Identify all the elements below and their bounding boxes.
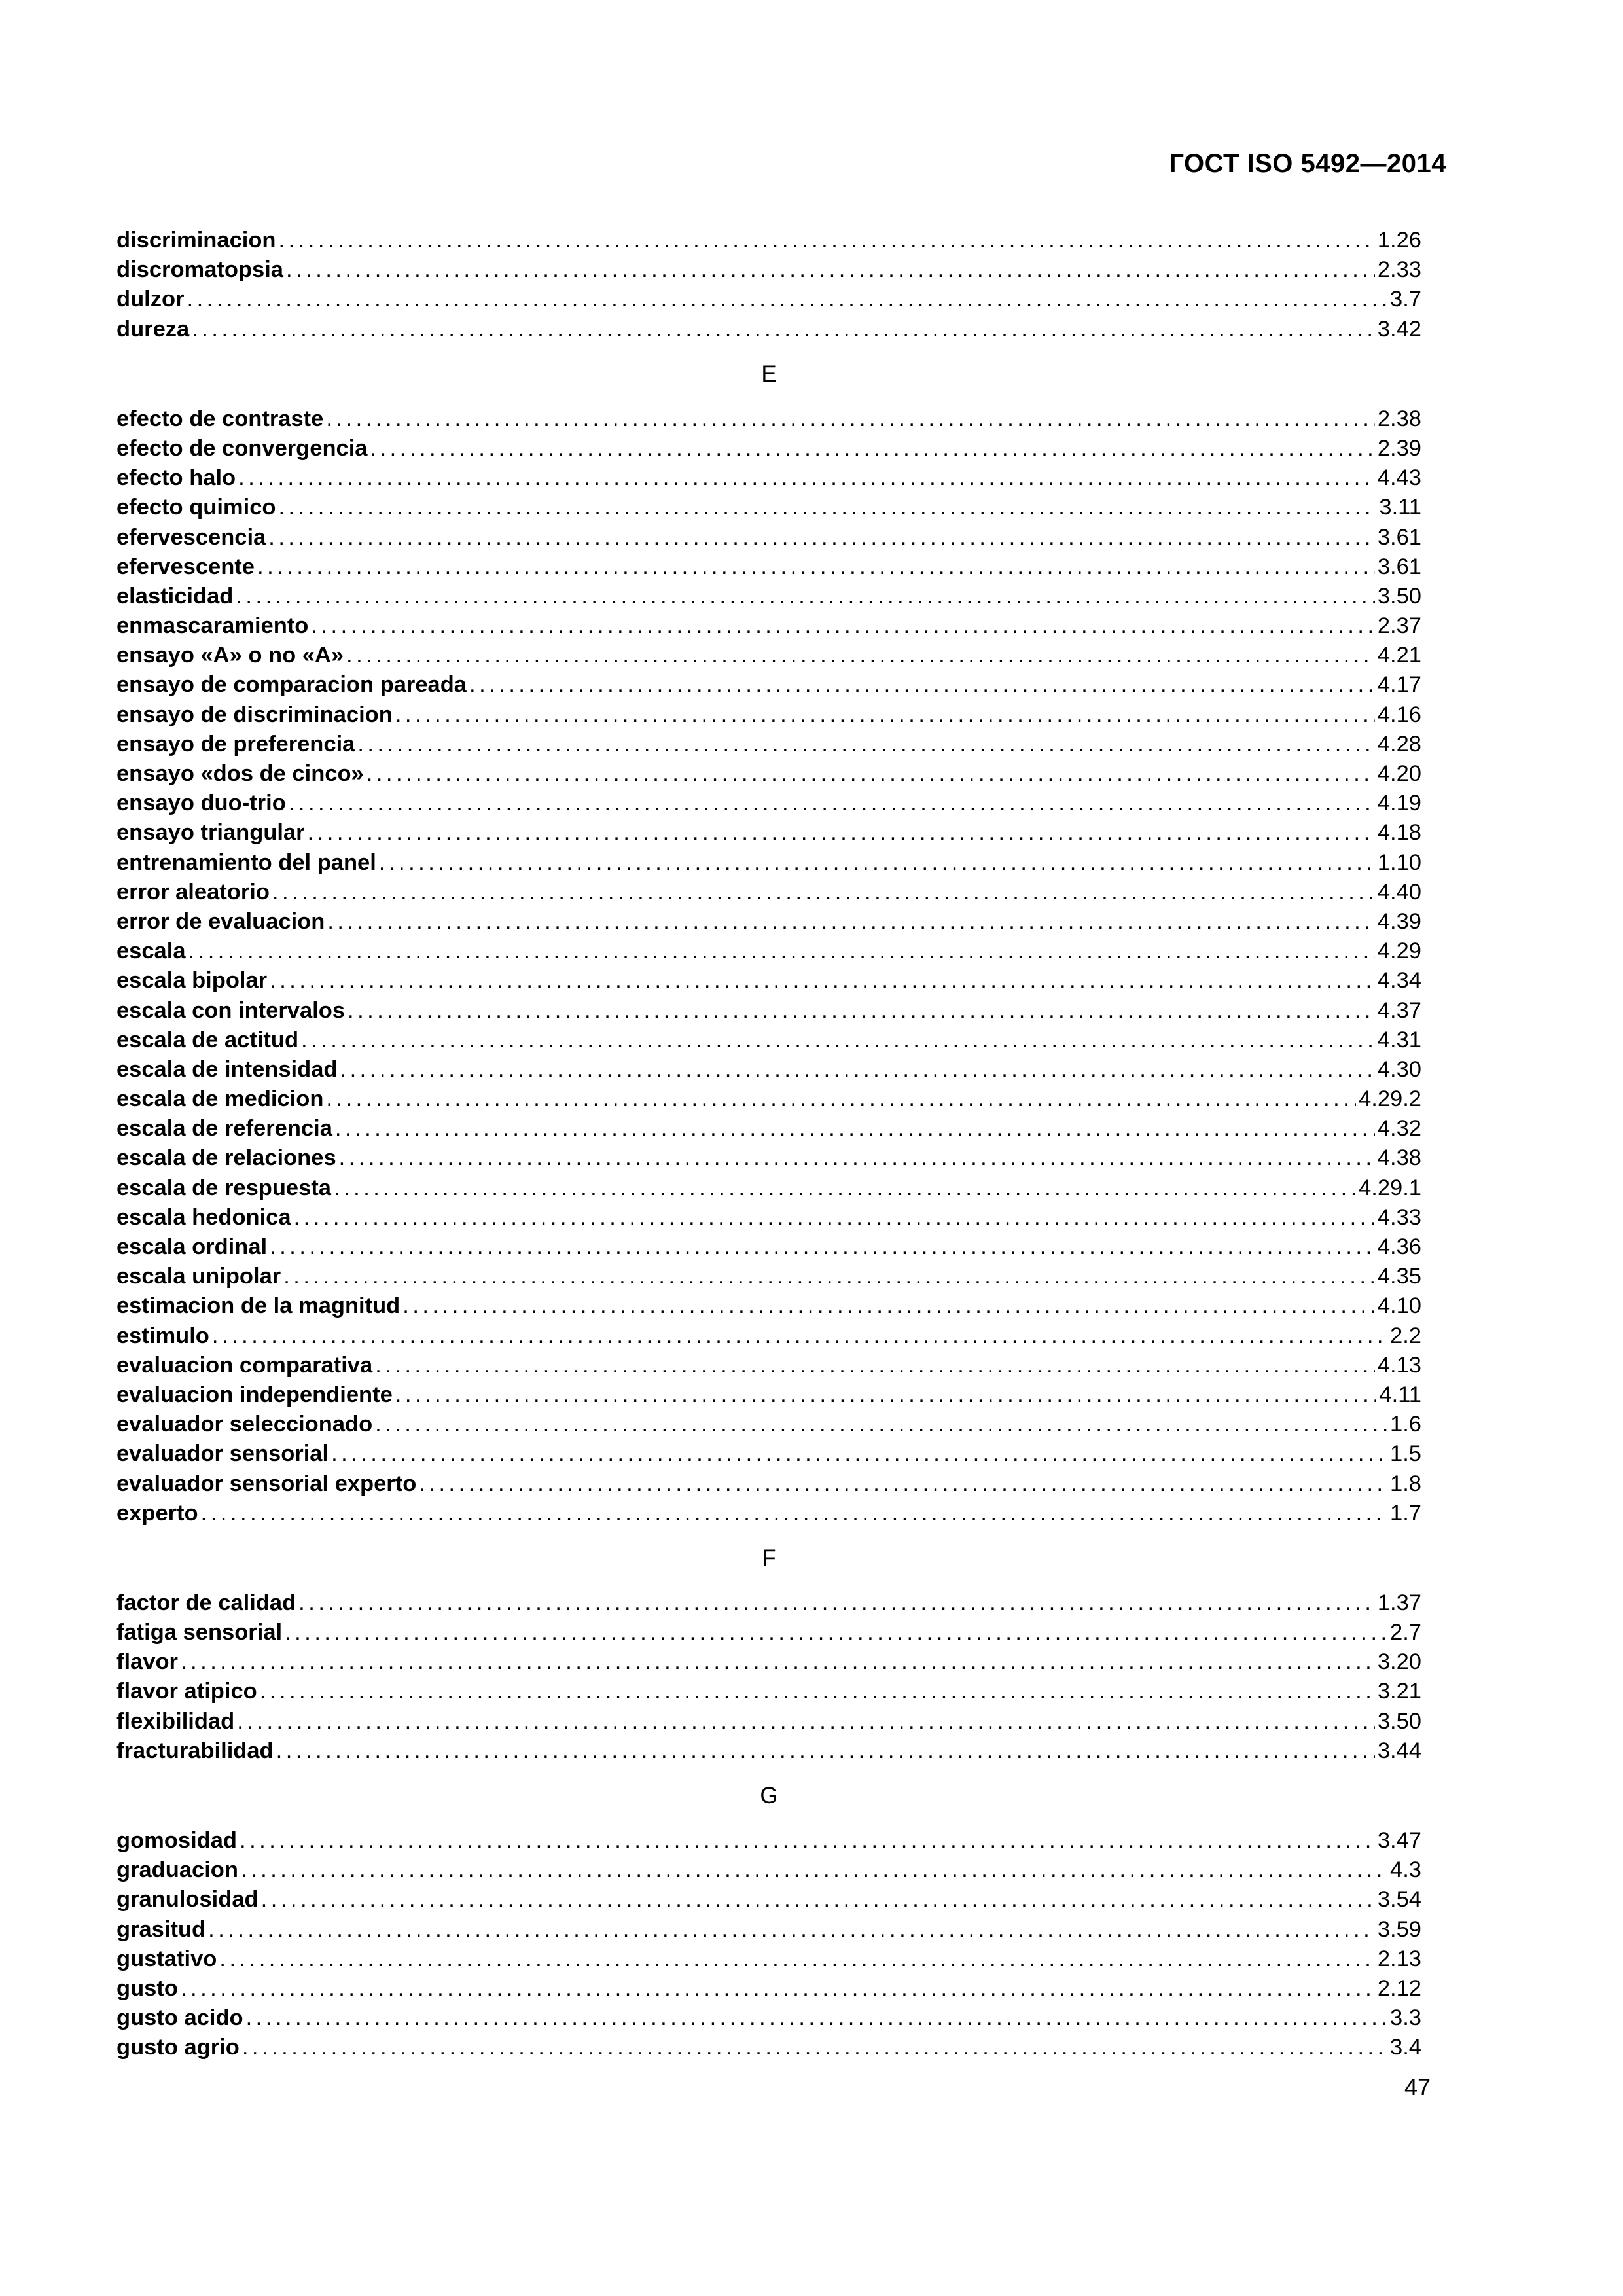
- index-reference-number: 4.37: [1377, 997, 1421, 1023]
- index-reference-number: 4.30: [1377, 1056, 1421, 1082]
- index-entry: [116, 404, 1421, 434]
- dot-leader: [375, 1410, 1387, 1439]
- index-term: evaluacion comparativa: [116, 1352, 373, 1378]
- dot-leader: [212, 1321, 1387, 1351]
- dot-leader: [395, 700, 1375, 730]
- index-reference-number: 4.28: [1377, 731, 1421, 757]
- dot-leader: [261, 1885, 1375, 1914]
- index-reference-number: 4.21: [1377, 643, 1421, 668]
- index-entry: [116, 434, 1421, 463]
- index-term: flexibilidad: [116, 1708, 235, 1734]
- index-entry: [116, 552, 1421, 582]
- index-reference-number: 4.16: [1377, 702, 1421, 727]
- index-entry: [116, 670, 1421, 700]
- index-reference-number: 3.20: [1377, 1649, 1421, 1675]
- index-reference-number: 3.50: [1377, 1708, 1421, 1734]
- index-term: evaluador seleccionado: [116, 1412, 373, 1437]
- index-term: evaluador sensorial: [116, 1441, 329, 1467]
- index-entry: [116, 1618, 1421, 1647]
- index-entry: [116, 1114, 1421, 1143]
- index-reference-number: 1.7: [1390, 1500, 1421, 1526]
- dot-leader: [419, 1469, 1387, 1499]
- alphabetical-index: [116, 226, 1421, 2063]
- dot-leader: [242, 2033, 1387, 2062]
- index-term: dureza: [116, 316, 190, 342]
- index-reference-number: 2.2: [1390, 1323, 1421, 1348]
- index-reference-number: 2.12: [1377, 1975, 1421, 2001]
- index-term: granulosidad: [116, 1887, 259, 1912]
- index-reference-number: 3.59: [1377, 1916, 1421, 1942]
- dot-leader: [279, 226, 1375, 255]
- index-entry: [116, 1380, 1421, 1410]
- index-term: escala de actitud: [116, 1027, 299, 1052]
- index-entry: [116, 2033, 1421, 2062]
- index-reference-number: 1.10: [1377, 850, 1421, 875]
- index-entry: [116, 1915, 1421, 1945]
- index-entry: [116, 818, 1421, 848]
- index-entry: [116, 759, 1421, 789]
- section-letter: E: [761, 361, 777, 387]
- dot-leader: [348, 996, 1375, 1026]
- index-reference-number: 3.47: [1377, 1828, 1421, 1853]
- index-term: estimulo: [116, 1323, 209, 1348]
- index-entry: [116, 1588, 1421, 1618]
- index-entry: [116, 1469, 1421, 1499]
- index-term: ensayo de discriminacion: [116, 702, 393, 727]
- index-term: gusto: [116, 1975, 178, 2001]
- index-term: escala unipolar: [116, 1264, 281, 1289]
- dot-leader: [188, 937, 1375, 966]
- dot-leader: [201, 1499, 1387, 1528]
- index-term: efecto de convergencia: [116, 435, 368, 461]
- index-term: ensayo triangular: [116, 820, 305, 846]
- index-entry: [116, 1203, 1421, 1232]
- index-entry: [116, 878, 1421, 907]
- index-entry: [116, 848, 1421, 878]
- index-entry: [116, 730, 1421, 759]
- index-entry: [116, 937, 1421, 966]
- section-letter: F: [762, 1545, 776, 1571]
- index-entry: [116, 966, 1421, 996]
- index-entry: [116, 700, 1421, 730]
- dot-leader: [246, 2003, 1387, 2033]
- index-reference-number: 1.6: [1390, 1412, 1421, 1437]
- index-entry: [116, 1736, 1421, 1766]
- index-term: efervescencia: [116, 524, 266, 550]
- dot-leader: [240, 1826, 1375, 1856]
- dot-leader: [326, 1085, 1356, 1114]
- index-reference-number: 4.38: [1377, 1145, 1421, 1171]
- index-reference-number: 1.5: [1390, 1441, 1421, 1467]
- index-term: ensayo de comparacion pareada: [116, 672, 467, 698]
- index-reference-number: 4.39: [1377, 908, 1421, 934]
- dot-leader: [375, 1351, 1375, 1380]
- index-reference-number: 4.17: [1377, 672, 1421, 698]
- index-reference-number: 3.54: [1377, 1887, 1421, 1912]
- index-entry: [116, 1291, 1421, 1321]
- index-term: gusto acido: [116, 2005, 243, 2031]
- dot-leader: [187, 285, 1387, 314]
- index-term: escala de respuesta: [116, 1175, 331, 1200]
- dot-leader: [339, 1143, 1375, 1173]
- index-reference-number: 3.7: [1390, 287, 1421, 312]
- dot-leader: [236, 582, 1375, 611]
- dot-leader: [298, 1588, 1375, 1618]
- dot-leader: [238, 463, 1375, 493]
- index-entry: [116, 523, 1421, 552]
- dot-leader: [366, 759, 1375, 789]
- index-entry: [116, 1351, 1421, 1380]
- index-reference-number: 4.32: [1377, 1116, 1421, 1141]
- index-term: escala ordinal: [116, 1234, 268, 1259]
- index-entry: [116, 1677, 1421, 1706]
- index-reference-number: 3.61: [1377, 524, 1421, 550]
- dot-leader: [327, 907, 1375, 937]
- index-reference-number: 4.3: [1390, 1857, 1421, 1883]
- dot-leader: [286, 255, 1375, 285]
- index-entry: [116, 1499, 1421, 1528]
- dot-leader: [272, 878, 1375, 907]
- dot-leader: [289, 789, 1375, 818]
- index-term: discromatopsia: [116, 257, 283, 283]
- index-reference-number: 3.21: [1377, 1679, 1421, 1704]
- index-term: gustativo: [116, 1946, 217, 1971]
- index-term: escala de relaciones: [116, 1145, 336, 1171]
- index-reference-number: 4.29: [1377, 939, 1421, 964]
- index-term: efecto quimico: [116, 495, 276, 520]
- dot-leader: [395, 1380, 1377, 1410]
- index-reference-number: 3.4: [1390, 2035, 1421, 2060]
- index-reference-number: 3.42: [1377, 316, 1421, 342]
- index-reference-number: 2.33: [1377, 257, 1421, 283]
- index-reference-number: 4.10: [1377, 1293, 1421, 1319]
- index-term: ensayo de preferencia: [116, 731, 355, 757]
- index-reference-number: 4.29.1: [1359, 1175, 1421, 1200]
- index-term: ensayo «dos de cinco»: [116, 761, 364, 786]
- index-reference-number: 3.50: [1377, 583, 1421, 609]
- index-entry: [116, 285, 1421, 314]
- index-term: enmascaramiento: [116, 613, 309, 639]
- index-term: escala de referencia: [116, 1116, 332, 1141]
- index-entry: [116, 2003, 1421, 2033]
- index-entry: [116, 1262, 1421, 1291]
- index-term: discriminacion: [116, 228, 276, 253]
- index-reference-number: 3.61: [1377, 554, 1421, 579]
- index-entry: [116, 1974, 1421, 2003]
- index-entry: [116, 1174, 1421, 1203]
- index-term: escala: [116, 939, 186, 964]
- index-reference-number: 4.20: [1377, 761, 1421, 786]
- dot-leader: [268, 523, 1375, 552]
- index-reference-number: 3.3: [1390, 2005, 1421, 2031]
- index-term: elasticidad: [116, 583, 234, 609]
- dot-leader: [181, 1974, 1375, 2003]
- index-entry: [116, 1026, 1421, 1055]
- index-entry: [116, 1143, 1421, 1173]
- index-reference-number: 4.19: [1377, 791, 1421, 816]
- dot-leader: [370, 434, 1374, 463]
- dot-leader: [340, 1055, 1374, 1085]
- index-entry: [116, 789, 1421, 818]
- dot-leader: [379, 848, 1375, 878]
- index-reference-number: 3.11: [1379, 495, 1421, 520]
- index-reference-number: 3.44: [1377, 1738, 1421, 1763]
- index-reference-number: 1.8: [1390, 1471, 1421, 1496]
- dot-leader: [285, 1618, 1387, 1647]
- index-term: gusto agrio: [116, 2035, 240, 2060]
- dot-leader: [257, 552, 1375, 582]
- index-entry: [116, 1707, 1421, 1736]
- index-reference-number: 4.40: [1377, 879, 1421, 905]
- dot-leader: [346, 641, 1375, 670]
- index-entry: [116, 463, 1421, 493]
- dot-leader: [301, 1026, 1375, 1055]
- index-term: error aleatorio: [116, 879, 270, 905]
- dot-leader: [331, 1439, 1387, 1469]
- dot-leader: [311, 611, 1374, 641]
- index-entry: [116, 907, 1421, 937]
- dot-leader: [335, 1114, 1375, 1143]
- index-reference-number: 4.36: [1377, 1234, 1421, 1259]
- index-term: fatiga sensorial: [116, 1620, 283, 1645]
- dot-leader: [469, 670, 1375, 700]
- dot-leader: [334, 1174, 1356, 1203]
- index-entry: [116, 315, 1421, 344]
- index-reference-number: 1.37: [1377, 1590, 1421, 1615]
- index-entry: [116, 1085, 1421, 1114]
- index-entry: [116, 641, 1421, 670]
- dot-leader: [260, 1677, 1375, 1706]
- dot-leader: [278, 493, 1376, 522]
- index-term: efecto halo: [116, 465, 236, 491]
- index-entry: [116, 1321, 1421, 1351]
- index-term: escala bipolar: [116, 968, 268, 994]
- dot-leader: [241, 1856, 1387, 1885]
- index-entry: [116, 996, 1421, 1026]
- index-entry: [116, 255, 1421, 285]
- index-entry: [116, 226, 1421, 255]
- index-entry: [116, 1439, 1421, 1469]
- index-term: fracturabilidad: [116, 1738, 274, 1763]
- index-reference-number: 4.35: [1377, 1264, 1421, 1289]
- dot-leader: [294, 1203, 1375, 1232]
- index-term: ensayo «A» o no «A»: [116, 643, 344, 668]
- index-term: estimacion de la magnitud: [116, 1293, 401, 1319]
- dot-leader: [219, 1945, 1374, 1974]
- page-number: 47: [1404, 2073, 1431, 2100]
- index-entry: [116, 1055, 1421, 1085]
- dot-leader: [237, 1707, 1375, 1736]
- index-reference-number: 4.13: [1377, 1352, 1421, 1378]
- index-term: gomosidad: [116, 1828, 238, 1853]
- index-term: grasitud: [116, 1916, 206, 1942]
- index-term: factor de calidad: [116, 1590, 296, 1615]
- index-entry: [116, 1647, 1421, 1677]
- dot-leader: [326, 404, 1374, 434]
- index-entry: [116, 1885, 1421, 1914]
- index-entry: [116, 582, 1421, 611]
- index-entry: [116, 493, 1421, 522]
- dot-leader: [192, 315, 1375, 344]
- index-reference-number: 4.33: [1377, 1204, 1421, 1230]
- index-term: evaluacion independiente: [116, 1382, 393, 1407]
- index-entry: [116, 1410, 1421, 1439]
- dot-leader: [283, 1262, 1375, 1291]
- index-reference-number: 2.13: [1377, 1946, 1421, 1971]
- index-reference-number: 4.18: [1377, 820, 1421, 846]
- index-reference-number: 4.11: [1379, 1382, 1421, 1407]
- index-reference-number: 1.26: [1377, 228, 1421, 253]
- index-entry: [116, 1826, 1421, 1856]
- index-entry: [116, 611, 1421, 641]
- index-term: escala de medicion: [116, 1086, 324, 1112]
- index-reference-number: 4.43: [1377, 465, 1421, 491]
- index-entry: [116, 1945, 1421, 1974]
- dot-leader: [208, 1915, 1375, 1945]
- index-term: escala con intervalos: [116, 997, 346, 1023]
- index-reference-number: 4.29.2: [1359, 1086, 1421, 1112]
- index-term: flavor atipico: [116, 1679, 257, 1704]
- index-term: ensayo duo-trio: [116, 791, 286, 816]
- dot-leader: [357, 730, 1375, 759]
- index-term: dulzor: [116, 287, 185, 312]
- index-entry: [116, 1232, 1421, 1262]
- index-reference-number: 2.38: [1377, 406, 1421, 431]
- dot-leader: [270, 1232, 1375, 1262]
- index-term: evaluador sensorial experto: [116, 1471, 417, 1496]
- index-reference-number: 2.7: [1390, 1620, 1421, 1645]
- index-term: escala de intensidad: [116, 1056, 338, 1082]
- dot-leader: [276, 1736, 1375, 1766]
- dot-leader: [402, 1291, 1375, 1321]
- index-term: graduacion: [116, 1857, 238, 1883]
- dot-leader: [308, 818, 1375, 848]
- index-reference-number: 2.39: [1377, 435, 1421, 461]
- index-term: escala hedonica: [116, 1204, 291, 1230]
- index-term: efervescente: [116, 554, 255, 579]
- dot-leader: [181, 1647, 1375, 1677]
- document-header: ГОСТ ISO 5492—2014: [1169, 149, 1446, 178]
- index-reference-number: 4.34: [1377, 968, 1421, 994]
- index-reference-number: 4.31: [1377, 1027, 1421, 1052]
- index-term: efecto de contraste: [116, 406, 324, 431]
- index-entry: [116, 1856, 1421, 1885]
- dot-leader: [270, 966, 1375, 996]
- index-term: flavor: [116, 1649, 178, 1675]
- index-term: entrenamiento del panel: [116, 850, 376, 875]
- section-letter: G: [760, 1783, 778, 1808]
- index-reference-number: 2.37: [1377, 613, 1421, 639]
- index-term: experto: [116, 1500, 198, 1526]
- index-term: error de evaluacion: [116, 908, 325, 934]
